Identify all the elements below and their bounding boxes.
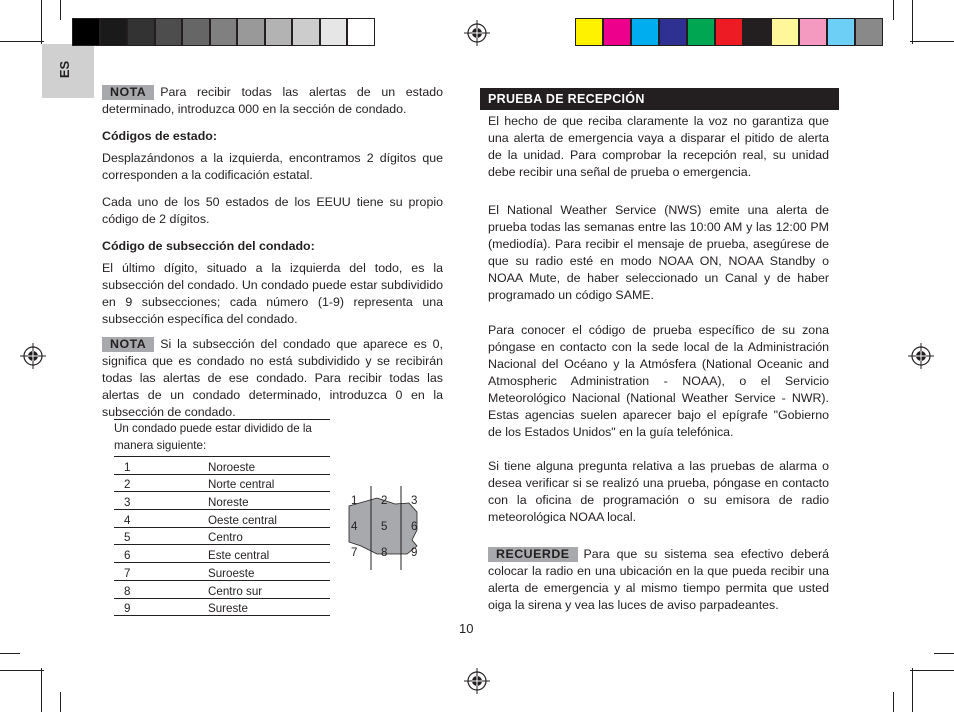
subsection-name: Sureste	[208, 598, 330, 616]
gray-swatch	[72, 18, 100, 46]
grid-number: 4	[351, 521, 358, 533]
table-row	[114, 457, 330, 475]
subsection-number: 2	[114, 474, 208, 492]
state-codes-heading: Códigos de estado:	[102, 129, 217, 143]
grid-number: 3	[411, 495, 418, 507]
note-text: Si la subsección del condado que aparece es 0, significa que es condado no está subdividido y se recibirán todas las alertas de ese condado. Para recibir todas las alertas de un condado determinado, introduzca 0 en la subsección de condado.	[102, 337, 443, 419]
gray-swatch	[320, 18, 348, 46]
color-swatch	[603, 18, 631, 46]
subsection-number: 1	[114, 457, 208, 475]
page-number: 10	[459, 621, 474, 636]
subsection-name: Centro sur	[208, 580, 330, 598]
language-tab-label: ES	[57, 60, 73, 79]
color-swatch	[631, 18, 659, 46]
gray-swatch	[127, 18, 155, 46]
registration-mark-icon	[20, 343, 46, 369]
table-row	[114, 545, 330, 563]
note-text: Para recibir todas las alertas de un estado determinado, introduzca 000 en la sección de condado.	[102, 85, 443, 116]
county-subsection-table	[114, 419, 330, 616]
grid-number: 8	[381, 547, 388, 559]
table-row	[114, 527, 330, 545]
crop-mark	[0, 41, 44, 42]
subsection-name: Centro	[208, 527, 330, 545]
crop-mark	[912, 0, 913, 44]
note-label: NOTA	[102, 85, 154, 100]
table-row	[114, 492, 330, 510]
table-row	[114, 598, 330, 616]
reception-paragraph-1: El hecho de que reciba claramente la voz no garantiza que una alerta de emergencia vaya a disparar el pitido de alerta de la unidad. Para comprobar la recepción real, su unidad debe recibir una señal de prueba o emergencia.	[488, 114, 829, 179]
subsection-number: 9	[114, 598, 208, 616]
color-swatch	[855, 18, 883, 46]
table-row	[114, 510, 330, 528]
state-codes-paragraph-2: Cada uno de los 50 estados de los EEUU tiene su propio código de 2 dígitos.	[102, 195, 443, 226]
crop-mark	[0, 670, 44, 671]
gray-swatch	[210, 18, 238, 46]
grid-number: 9	[411, 547, 418, 559]
color-swatch	[687, 18, 715, 46]
section-header: PRUEBA DE RECEPCIÓN	[480, 88, 839, 110]
gray-swatch	[237, 18, 265, 46]
color-swatch	[743, 18, 771, 46]
subsection-number: 8	[114, 580, 208, 598]
registration-mark-icon	[464, 668, 490, 694]
remember-note	[488, 546, 829, 614]
table-caption: Un condado puede estar dividido de la manera siguiente:	[114, 420, 330, 457]
subsection-number: 7	[114, 563, 208, 581]
subsection-number: 4	[114, 510, 208, 528]
color-swatch	[659, 18, 687, 46]
note-label: NOTA	[102, 337, 154, 352]
crop-mark	[910, 41, 954, 42]
gray-swatch	[182, 18, 210, 46]
table-row	[114, 563, 330, 581]
subsection-name: Noroeste	[208, 457, 330, 475]
subsection-name: Norte central	[208, 474, 330, 492]
language-tab	[42, 44, 94, 98]
crop-mark	[910, 670, 954, 671]
subsection-number: 3	[114, 492, 208, 510]
grid-number: 5	[381, 521, 388, 533]
subsection-number: 6	[114, 545, 208, 563]
subsection-heading: Código de subsección del condado:	[102, 239, 315, 253]
crop-mark	[60, 0, 61, 20]
grid-number: 7	[351, 547, 358, 559]
grid-number: 6	[411, 521, 418, 533]
crop-mark	[934, 653, 954, 654]
gray-swatch	[347, 18, 375, 46]
subsection-name: Suroeste	[208, 563, 330, 581]
color-swatch	[715, 18, 743, 46]
gray-swatch	[100, 18, 128, 46]
state-codes-paragraph-1: Desplazándonos a la izquierda, encontramos 2 dígitos que corresponden a la codificación estatal.	[102, 151, 443, 182]
crop-mark	[912, 668, 913, 712]
subsection-paragraph: El último dígito, situado a la izquierda del todo, es la subsección del condado. Un condado puede estar subdividido en 9 subsecciones; cada número (1-9) representa una subsección específica del condado.	[102, 261, 443, 326]
color-swatch	[771, 18, 799, 46]
subsection-name: Este central	[208, 545, 330, 563]
grid-number: 2	[381, 495, 388, 507]
reception-paragraph-2: El National Weather Service (NWS) emite una alerta de prueba todas las semanas entre las 10:00 AM y las 12:00 PM (mediodía). Para recibir el mensaje de prueba, asegúrese de que su radio esté en modo NOAA ON, NOAA Standby o NOAA Mute, de haber seleccionado un Canal y de haber programado un código SAME.	[488, 203, 829, 302]
crop-mark	[0, 653, 20, 654]
gray-swatch	[265, 18, 293, 46]
registration-mark-icon	[464, 20, 490, 46]
subsection-number: 5	[114, 527, 208, 545]
crop-mark	[41, 668, 42, 712]
crop-mark	[41, 0, 42, 44]
remember-text: Para que su sistema sea efectivo deberá colocar la radio en una ubicación en la que pueda recibir una alerta de emergencia y al mismo tiempo permita que usted oiga la sirena y vea las luces de aviso parpadeantes.	[488, 547, 829, 612]
remember-label: RECUERDE	[488, 547, 578, 562]
county-grid-diagram	[337, 486, 433, 570]
color-swatch	[799, 18, 827, 46]
crop-mark	[893, 0, 894, 20]
color-swatch	[575, 18, 603, 46]
crop-mark	[893, 692, 894, 712]
subsection-name: Oeste central	[208, 510, 330, 528]
subsection-name: Noreste	[208, 492, 330, 510]
table-row	[114, 580, 330, 598]
note-2	[102, 336, 443, 421]
crop-mark	[60, 692, 61, 712]
gray-swatch	[292, 18, 320, 46]
table-row	[114, 474, 330, 492]
grid-number: 1	[351, 495, 358, 507]
reception-paragraph-3: Para conocer el código de prueba específico de su zona póngase en contacto con la sede local de la Administración Nacional del Océano y la Atmósfera (National Oceanic and Atmospheric Administration - NOAA), o el Servicio Meteorológico Nacional (National Weather Service - NWR). Estas agencias suelen aparecer bajo el epígrafe "Gobierno de los Estados Unidos" en la guía telefónica.	[488, 323, 829, 439]
color-swatch	[827, 18, 855, 46]
reception-paragraph-4: Si tiene alguna pregunta relativa a las pruebas de alarma o desea verificar si se realizó una prueba, póngase en contacto con la oficina de programación o su emisora de radio meteorológica NOAA local.	[488, 459, 829, 524]
registration-mark-icon	[908, 343, 934, 369]
note-1	[102, 84, 443, 118]
gray-swatch	[155, 18, 183, 46]
